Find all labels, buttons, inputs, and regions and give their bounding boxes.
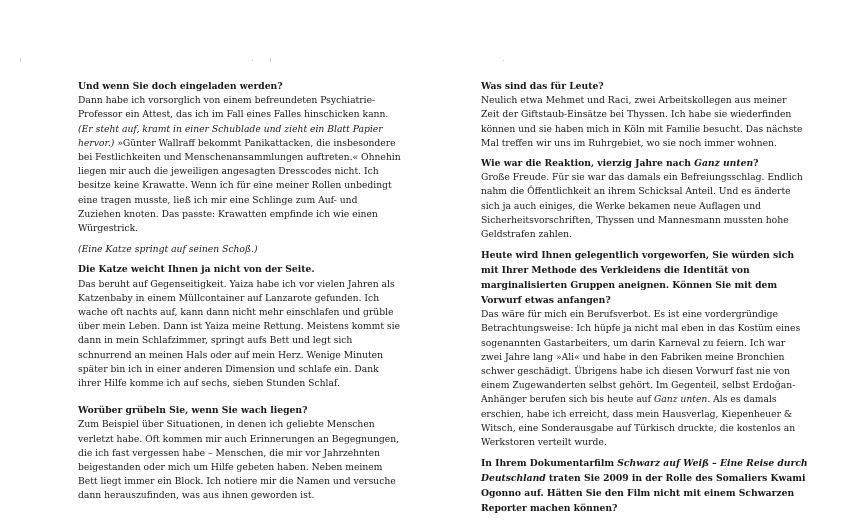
text-line: Ogonno auf. Hätten Sie den Film nicht mit einem Schwarzen	[481, 488, 795, 500]
text-line: liegen mir auch die jeweiligen angesagten Dresscodes nicht. Ich	[78, 166, 379, 178]
text-line: eine tragen musste, ließ ich mir eine Schlinge zum Auf- und	[78, 194, 358, 206]
interview-answer	[481, 171, 803, 242]
text-line	[481, 456, 808, 471]
text-line: verletzt habe. Oft kommen mir auch Erinnerungen an Begegnungen,	[78, 433, 400, 445]
question-fragment: traten Sie 2009 in der Rolle des Somaliers Kwami	[545, 473, 806, 485]
text-line: später bin ich in einer anderen Dimension und schlafe ein. Dank	[78, 363, 379, 375]
crop-mark	[252, 60, 253, 61]
text-line: zwei Jahre lang »Ali« und habe in den Fabriken meine Bronchien	[481, 351, 785, 363]
interview-question	[481, 248, 794, 308]
question-fragment: Wie war die Reaktion, vierzig Jahre nach	[481, 158, 695, 170]
interview-answer	[78, 278, 401, 392]
text-line: dann in mein Schlafzimmer, springt aufs Bett und legt sich	[78, 335, 353, 347]
text-line: Werkstoren verteilt wurde.	[481, 437, 607, 449]
text-line: können und sie haben mich in Köln mit Familie besucht. Das nächste	[481, 123, 803, 135]
interview-answer	[78, 94, 401, 236]
text-line	[481, 471, 806, 486]
text-line: schwer geschädigt. Übrigens habe ich diesen Vorwurf fast nie von	[481, 366, 791, 378]
text-fragment: Anhänger berufen sich bis heute auf	[481, 394, 654, 406]
text-line: Sicherheitsvorschriften, Thyssen und Mannesmann mussten hohe	[481, 214, 789, 226]
crop-mark	[503, 60, 504, 61]
interview-answer	[78, 418, 400, 503]
text-line: Große Freude. Für sie war das damals ein Befreiungsschlag. Endlich	[481, 172, 803, 184]
right-column	[481, 80, 808, 516]
text-line: besitze keine Krawatte. Wenn ich für eine meiner Rollen unbedingt	[78, 180, 392, 192]
left-column	[78, 80, 401, 504]
text-line: Das wäre für mich ein Berufsverbot. Es ist eine vordergründige	[481, 309, 778, 321]
text-fragment: . Als es damals	[707, 394, 777, 406]
text-line: Betrachtungsweise: Ich hüpfe ja nicht mal eben in das Kostüm eines	[481, 323, 801, 335]
text-line: sich ja auch einiges, die Werke bekamen neue Auflagen und	[481, 200, 761, 212]
text-line: Zuziehen knoten. Das passte: Krawatten empfinde ich wie einen	[78, 208, 378, 220]
text-line: Mal treffen wir uns im Ruhrgebiet, wo sie noch immer wohnen.	[481, 137, 777, 149]
text-line	[481, 393, 781, 407]
stage-direction-line: (Er steht auf, kramt in einer Schublade und zieht ein Blatt Papier	[78, 123, 383, 135]
text-line: Bett liegt immer ein Block. Ich notiere mir die Namen und versuche	[78, 476, 396, 488]
quote-fragment: »Günter Wallraff bekommt Panikattacken, die insbesondere	[114, 137, 396, 149]
book-title: Ganz unten	[653, 394, 708, 406]
text-line: erschien, habe ich erreicht, dass mein Hausverlag, Kiepenheuer &	[481, 408, 793, 420]
crop-mark	[270, 58, 271, 62]
text-line: dann herauszufinden, was aus ihnen geworden ist.	[78, 490, 315, 502]
text-line: marginalisierten Gruppen aneignen. Können Sie mit dem	[481, 280, 778, 292]
stage-direction: (Eine Katze springt auf seinen Schoß.)	[78, 244, 258, 256]
text-line: Zum Beispiel über Situationen, in denen ich geliebte Menschen	[78, 419, 375, 431]
text-line: einem Zugewanderten selbst gehört. Im Gegenteil, selbst Erdoğan-	[481, 380, 796, 392]
text-line: wache oft nachts auf, kann dann nicht mehr einschlafen und grüble	[78, 307, 394, 319]
text-line: Dann habe ich vorsorglich von einem befreundeten Psychiatrie-	[78, 95, 376, 107]
text-line: ihrer Hilfe komme ich auf sechs, sieben Stunden Schlaf.	[78, 378, 340, 390]
text-line: Professor ein Attest, das ich im Fall eines Falles hinschicken kann.	[78, 109, 389, 121]
question-fragment: In Ihrem Dokumentarfilm	[481, 458, 618, 470]
interview-question: Worüber grübeln Sie, wenn Sie wach liegen?	[78, 405, 308, 417]
text-line: sogenannten Gastarbeiters, um darin Karneval zu feiern. Ich war	[481, 337, 786, 349]
text-line: Katzenbaby in einem Müllcontainer auf Lanzarote gefunden. Ich	[78, 292, 380, 304]
interview-question	[481, 157, 781, 171]
question-fragment: ?	[753, 158, 759, 170]
book-title: Ganz unten	[694, 158, 754, 170]
text-line: Zeit der Giftstaub-Einsätze bei Thyssen. Ich habe sie wiederfinden	[481, 109, 792, 121]
interview-answer	[481, 94, 803, 151]
text-line: Neulich etwa Mehmet und Raci, zwei Arbeitskollegen aus meiner	[481, 95, 787, 107]
film-title: Deutschland	[481, 473, 546, 485]
interview-question	[481, 456, 808, 516]
text-line: Vorwurf etwas anfangen?	[481, 295, 611, 307]
text-line: über mein Leben. Dann ist Yaiza meine Rettung. Meistens kommt sie	[78, 321, 401, 333]
text-line: schnurrend an meinen Hals oder auf mein Herz. Wenige Minuten	[78, 349, 383, 361]
stage-direction-fragment: hervor.)	[78, 137, 115, 149]
text-line: Witsch, eine Sonderausgabe auf Türkisch druckte, die kostenlos an	[481, 422, 796, 434]
interview-question: Was sind das für Leute?	[481, 81, 604, 92]
text-line: die ich fast vergessen habe – Menschen, die mir vor Jahrzehnten	[78, 447, 381, 459]
text-line: Heute wird Ihnen gelegentlich vorgeworfen, Sie würden sich	[481, 250, 794, 262]
text-line: Würgestrick.	[78, 223, 139, 235]
text-line: nahm die Öffentlichkeit an ihrem Schicksal Anteil. Und es änderte	[481, 186, 791, 198]
text-line: Das beruht auf Gegenseitigkeit. Yaiza habe ich vor vielen Jahren als	[78, 278, 395, 290]
interview-question: Und wenn Sie doch eingeladen werden?	[78, 81, 283, 92]
text-line	[78, 137, 396, 151]
text-line: beigestanden oder mich um Hilfe gebeten haben. Neben meinem	[78, 462, 383, 474]
text-line: mit Ihrer Methode des Verkleidens die Identität von	[481, 265, 750, 277]
text-line: bei Festlichkeiten und Menschenansammlungen auftreten.« Ohnehin	[78, 152, 401, 164]
text-line: Reporter machen können?	[481, 503, 618, 515]
text-line: Geldstrafen zahlen.	[481, 229, 572, 241]
interview-question: Die Katze weicht Ihnen ja nicht von der Seite.	[78, 264, 315, 276]
film-title: Schwarz auf Weiß – Eine Reise durch	[617, 458, 808, 470]
crop-mark	[20, 58, 21, 62]
interview-answer	[481, 308, 801, 450]
